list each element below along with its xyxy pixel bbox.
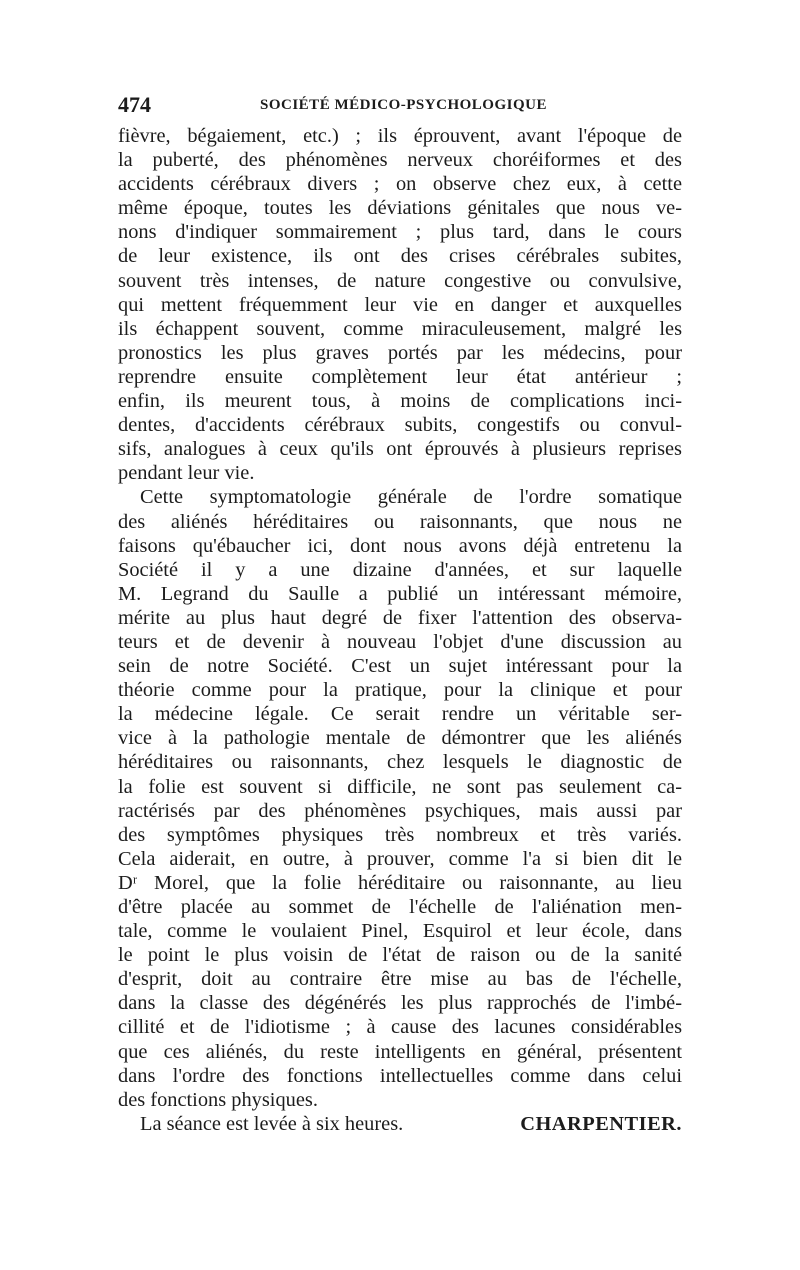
text-line: d'être placée au sommet de l'échelle de l'aliénation men- xyxy=(118,896,682,918)
text-line: dans l'ordre des fonctions intellectuelles comme dans celui xyxy=(118,1064,682,1087)
text-line: nons d'indiquer sommairement ; plus tard, dans le cours xyxy=(118,221,682,244)
page-number: 474 xyxy=(118,92,151,117)
text-line: teurs et de devenir à nouveau l'objet d'une discussion au xyxy=(118,630,682,653)
page-header xyxy=(118,92,682,124)
text-line: faisons qu'ébaucher ici, dont nous avons déjà entretenu la xyxy=(118,534,682,557)
text-line: pronostics les plus graves portés par les médecins, pour xyxy=(118,341,682,364)
text-line: mérite au plus haut degré de fixer l'attention des observa- xyxy=(118,606,682,629)
closing-line xyxy=(118,1112,682,1136)
paragraph-1 xyxy=(118,124,682,485)
text-line: ractérisés par des phénomènes psychiques, mais aussi par xyxy=(118,799,682,822)
text-line: cillité et de l'idiotisme ; à cause des lacunes considérables xyxy=(118,1016,682,1039)
text-line: de leur existence, ils ont des crises cérébrales subites, xyxy=(118,245,682,268)
text-line: Cette symptomatologie générale de l'ordre somatique xyxy=(140,486,682,509)
text-line: M. Legrand du Saulle a publié un intéressant mémoire, xyxy=(118,582,682,605)
text-line: sein de notre Société. C'est un sujet intéressant pour la xyxy=(118,655,682,678)
body-text xyxy=(118,124,682,1136)
text-line: pendant leur vie. xyxy=(118,462,255,485)
text-line: la puberté, des phénomènes nerveux choréiformes et des xyxy=(118,149,682,172)
text-line: des fonctions physiques. xyxy=(118,1088,318,1111)
text-line: des symptômes physiques très nombreux et très variés. xyxy=(118,823,682,846)
running-title: SOCIÉTÉ MÉDICO-PSYCHOLOGIQUE xyxy=(260,97,547,113)
text-line: qui mettent fréquemment leur vie en danger et auxquelles xyxy=(118,293,682,316)
text-line: Dʳ Morel, que la folie héréditaire ou raisonnante, au lieu xyxy=(118,871,682,894)
text-line: théorie comme pour la pratique, pour la clinique et pour xyxy=(118,679,682,702)
text-line: sifs, analogues à ceux qu'ils ont éprouvés à plusieurs reprises xyxy=(118,438,682,461)
text-line: enfin, ils meurent tous, à moins de complications inci- xyxy=(118,390,682,413)
text-line: Société il y a une dizaine d'années, et sur laquelle xyxy=(118,558,682,581)
text-line: même époque, toutes les déviations génitales que nous ve- xyxy=(118,197,682,220)
paragraph-2 xyxy=(118,485,682,1111)
text-line: le point le plus voisin de l'état de raison ou de la sanité xyxy=(118,944,682,967)
text-line: accidents cérébraux divers ; on observe chez eux, à cette xyxy=(118,173,682,196)
text-line: héréditaires ou raisonnants, chez lesquels le diagnostic de xyxy=(118,751,682,774)
text-line: d'esprit, doit au contraire être mise au bas de l'échelle, xyxy=(118,968,682,991)
text-line: tale, comme le voulaient Pinel, Esquirol et leur école, dans xyxy=(118,920,682,943)
text-line: vice à la pathologie mentale de démontrer que les aliénés xyxy=(118,727,682,750)
text-line: que ces aliénés, du reste intelligents en général, présentent xyxy=(118,1040,682,1063)
session-closing-text: La séance est levée à six heures. xyxy=(140,1112,404,1135)
text-line: dentes, d'accidents cérébraux subits, congestifs ou convul- xyxy=(118,414,682,437)
text-line: la médecine légale. Ce serait rendre un véritable ser- xyxy=(118,703,682,726)
text-line: souvent très intenses, de nature congestive ou convulsive, xyxy=(118,269,682,292)
text-line: la folie est souvent si difficile, ne sont pas seulement ca- xyxy=(118,775,682,798)
text-line: fièvre, bégaiement, etc.) ; ils éprouvent, avant l'époque de xyxy=(118,125,682,147)
text-line: des aliénés héréditaires ou raisonnants, que nous ne xyxy=(118,510,682,533)
text-line: dans la classe des dégénérés les plus rapprochés de l'imbé- xyxy=(118,992,682,1015)
book-page xyxy=(118,92,682,1136)
text-line: ils échappent souvent, comme miraculeusement, malgré les xyxy=(118,317,682,340)
text-line: Cela aiderait, en outre, à prouver, comme l'a si bien dit le xyxy=(118,847,682,870)
text-line: reprendre ensuite complètement leur état antérieur ; xyxy=(118,365,682,388)
signature: CHARPENTIER. xyxy=(520,1112,682,1135)
